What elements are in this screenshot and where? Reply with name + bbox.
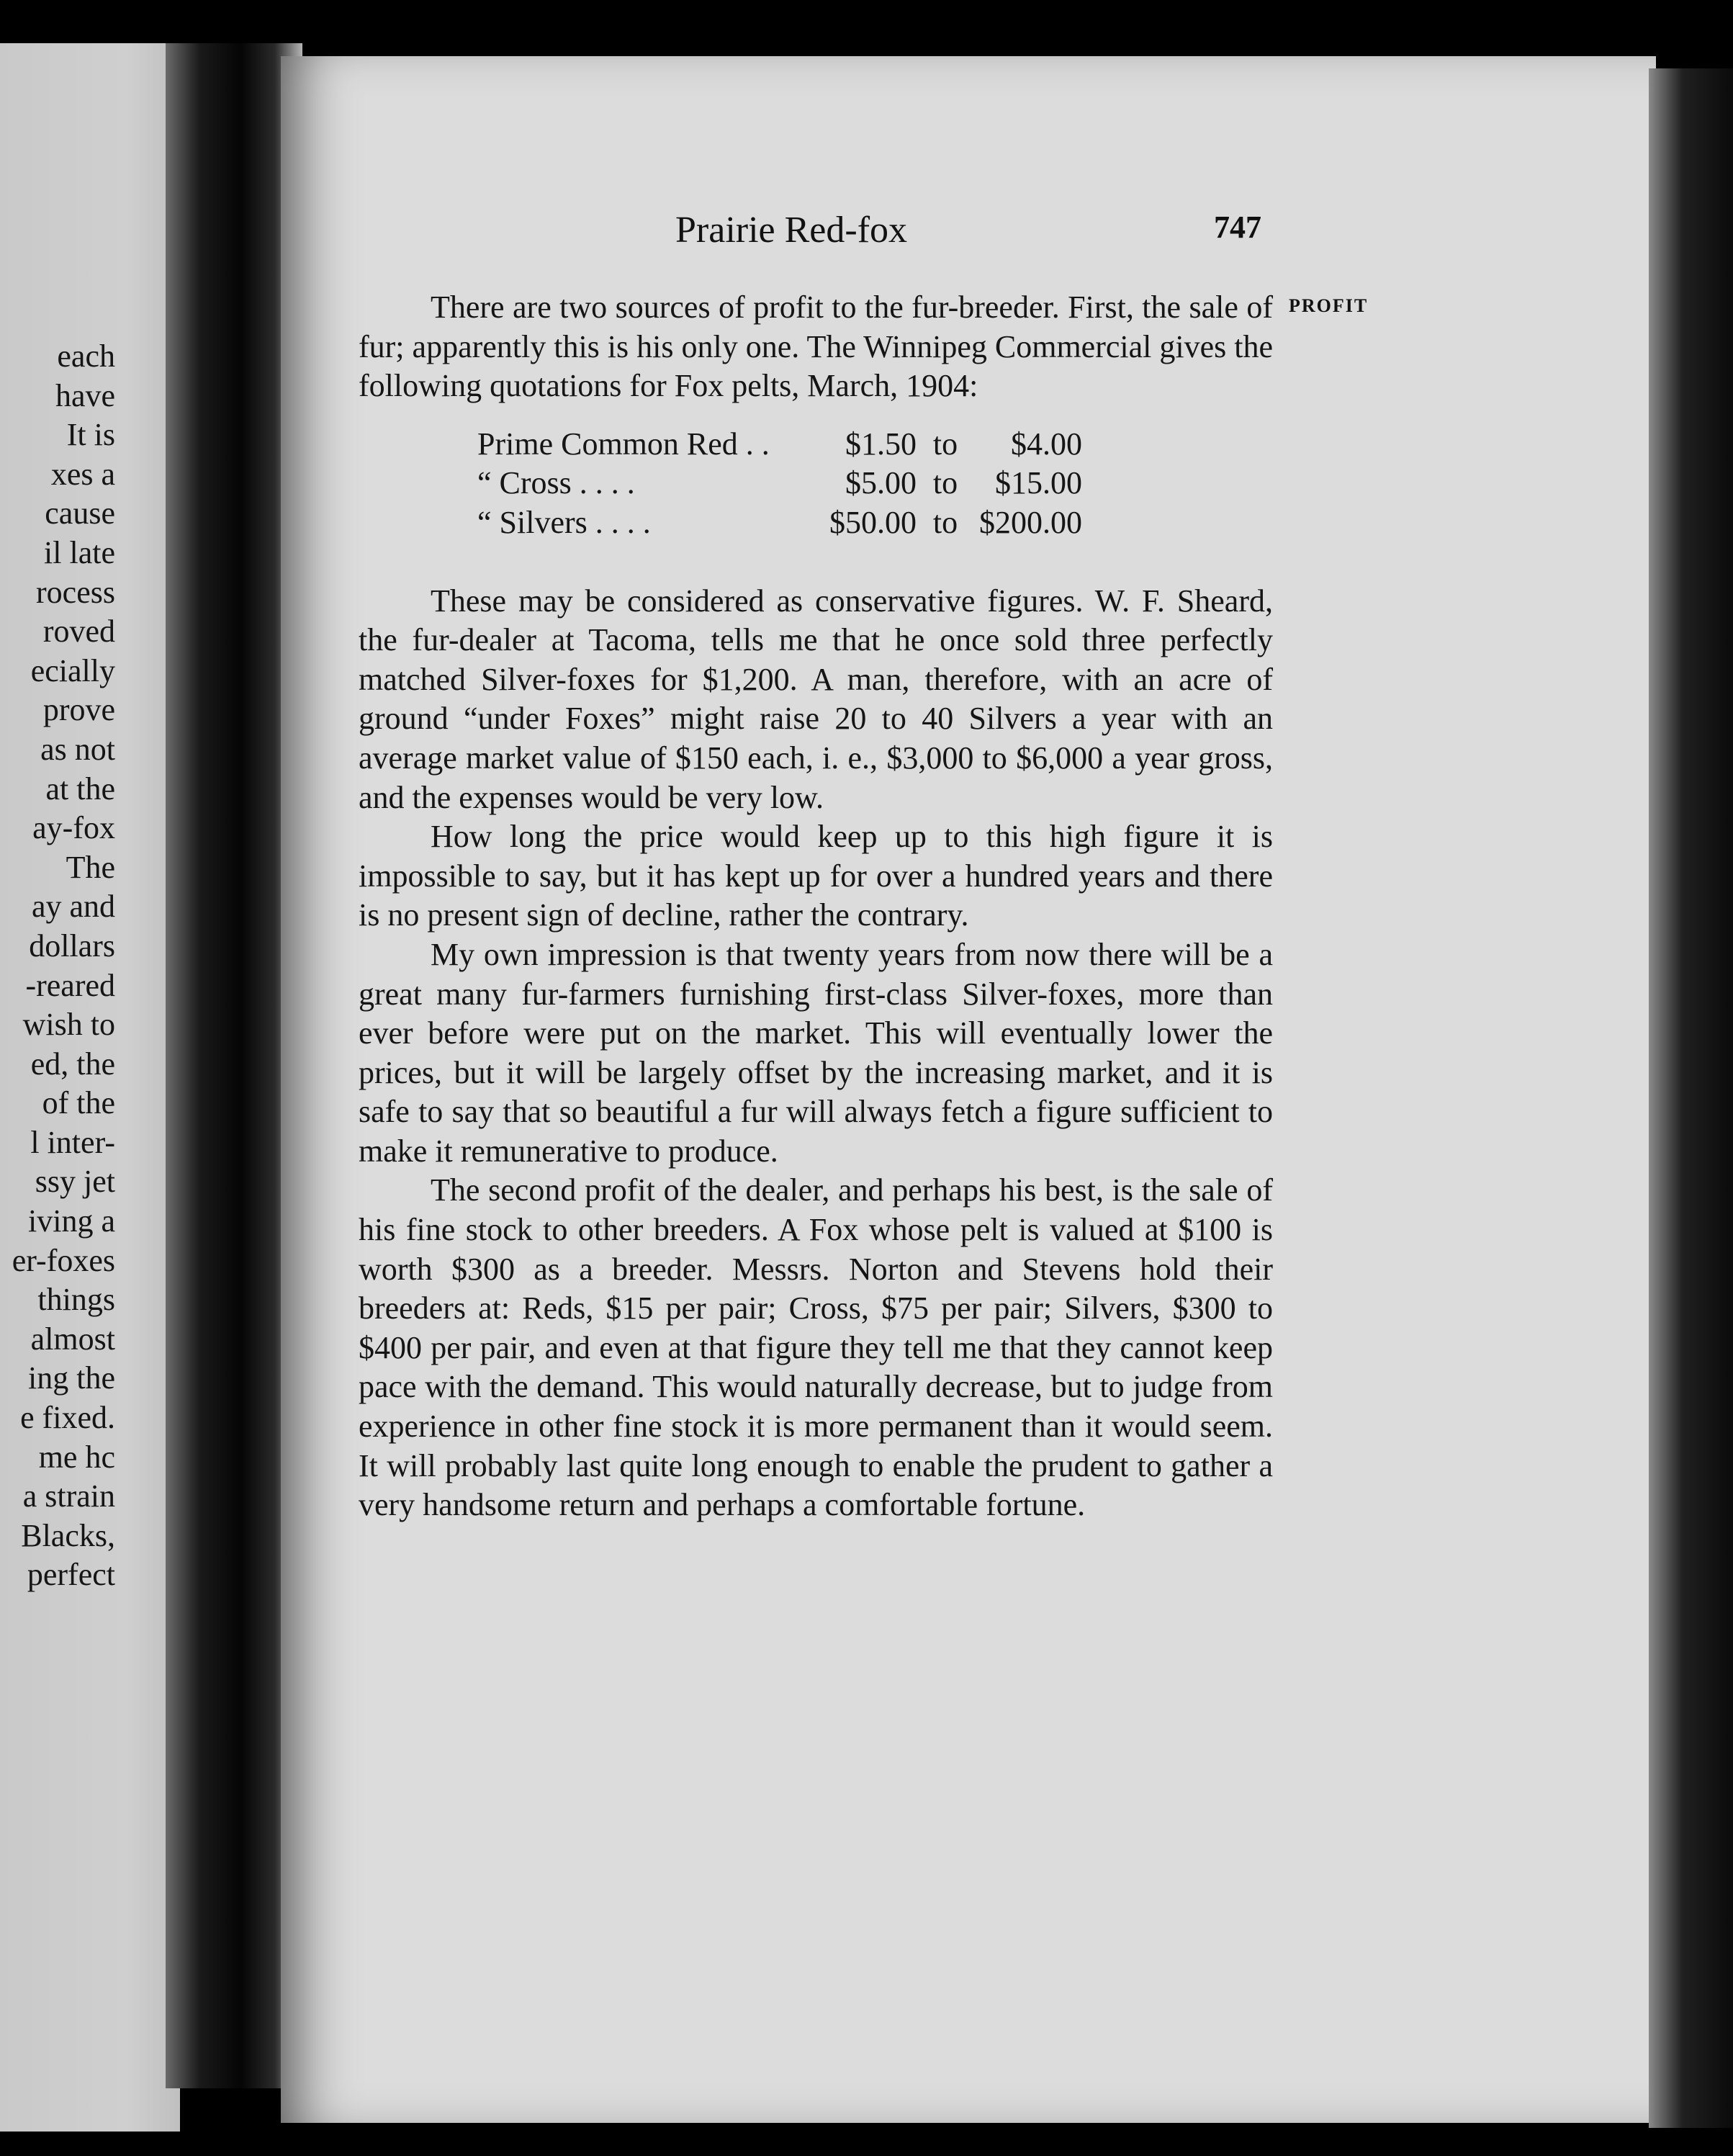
left-page-line: ed, the: [30, 1046, 115, 1082]
left-page-line: Blacks,: [21, 1517, 115, 1553]
left-page-line: each: [57, 338, 115, 374]
left-page-line: roved: [42, 614, 115, 650]
left-page-line: almost: [30, 1321, 115, 1357]
left-page-line: me hc: [38, 1439, 115, 1475]
left-page-line: wish to: [22, 1007, 115, 1043]
left-page-line: -reared: [25, 967, 115, 1003]
left-page-line: e fixed.: [20, 1400, 115, 1436]
left-page-line: perfect: [27, 1557, 115, 1593]
paragraph-4: My own impression is that twenty years from now there will be a great many fur-farmers furnishing first-class Silver-foxes, more than ever before were put on the market. This will eventually lower the prices, but it will be largely offset by the increasing market, and it is safe to say that so beautiful a fur will always fetch a figure sufficient to make it remunerative to produce.: [359, 936, 1273, 1169]
body-text: [359, 288, 1273, 1525]
price-row: [477, 464, 1082, 503]
price-to: to: [932, 465, 958, 501]
left-page-line: rocess: [36, 574, 115, 610]
left-page-line: ssy jet: [35, 1164, 115, 1200]
price-to: to: [932, 504, 958, 540]
page-number: 747: [1214, 210, 1261, 245]
price-label: Prime Common Red . .: [477, 426, 770, 462]
price-row: [477, 425, 1082, 464]
price-to: to: [932, 426, 958, 462]
left-page-line: things: [37, 1282, 115, 1318]
price-low: $50.00: [829, 504, 917, 540]
price-high: $200.00: [979, 504, 1082, 540]
price-label: “ Silvers . . . .: [477, 504, 651, 540]
left-page-line: cause: [45, 495, 115, 531]
left-page-line: have: [55, 377, 115, 413]
paragraph-2: These may be considered as conservative figures. W. F. Sheard, the fur-dealer at Tacoma, tells me that he once sold three perfectly matched Silver-foxes for $1,200. A man, therefore, with an acre of ground “under Foxes” might raise 20 to 40 Silvers a year with an average market value of $150 each, i. e., $3,000 to $6,000 a year gross, and the expenses would be very low.: [359, 583, 1273, 815]
price-high: $4.00: [1011, 426, 1082, 462]
paragraph-1: There are two sources of profit to the fur-breeder. First, the sale of fur; apparently this is his only one. The Winnipeg Commercial gives the following quotations for Fox pelts, March, 1904:: [359, 289, 1273, 404]
left-page-line: at the: [45, 771, 115, 807]
price-row: [477, 503, 1082, 543]
margin-note: PROFIT: [1289, 295, 1369, 316]
left-page-line: a strain: [22, 1478, 115, 1514]
left-page-line: ay and: [31, 889, 115, 925]
left-page-line: iving a: [28, 1203, 115, 1239]
left-page-text: [0, 337, 115, 1595]
left-page-line: il late: [44, 534, 115, 570]
page-edge: [1649, 68, 1733, 2128]
price-low: $1.50: [845, 426, 917, 462]
left-page-line: ecially: [30, 652, 115, 688]
price-high: $15.00: [995, 465, 1082, 501]
left-page-line: The: [66, 849, 115, 885]
left-facing-page: [0, 43, 180, 2132]
paragraph-3: How long the price would keep up to this high figure it is impossible to say, but it has kept up for over a hundred years and there is no present sign of decline, rather the contrary.: [359, 819, 1273, 933]
price-low: $5.00: [845, 465, 917, 501]
left-page-line: as not: [40, 731, 115, 767]
paragraph-5: The second profit of the dealer, and perhaps his best, is the sale of his fine stock to other breeders. A Fox whose pelt is valued at $100 is worth $300 as a breeder. Messrs. Norton and Stevens hold their breeders at: Reds, $15 per pair; Cross, $75 per pair; Silvers, $300 to $400 per pair, and even at that figure they tell me that they cannot keep pace with the demand. This would naturally decrease, but to judge from experience in other fine stock it is more permanent than it would seem. It will probably last quite long enough to enable the prudent to gather a very handsome return and perhaps a comfortable fortune.: [359, 1172, 1273, 1523]
left-page-line: er-foxes: [12, 1242, 115, 1278]
price-label: “ Cross . . . .: [477, 465, 635, 501]
left-page-line: xes a: [50, 456, 115, 492]
running-head: Prairie Red-fox: [675, 210, 908, 251]
left-page-line: ing the: [28, 1360, 115, 1396]
left-page-line: It is: [66, 417, 115, 453]
left-page-line: l inter-: [30, 1124, 115, 1160]
price-table: [477, 425, 1082, 543]
left-page-line: of the: [42, 1085, 115, 1121]
left-page-line: dollars: [29, 927, 115, 964]
left-page-line: prove: [42, 692, 115, 728]
left-page-line: ay-fox: [32, 810, 115, 846]
